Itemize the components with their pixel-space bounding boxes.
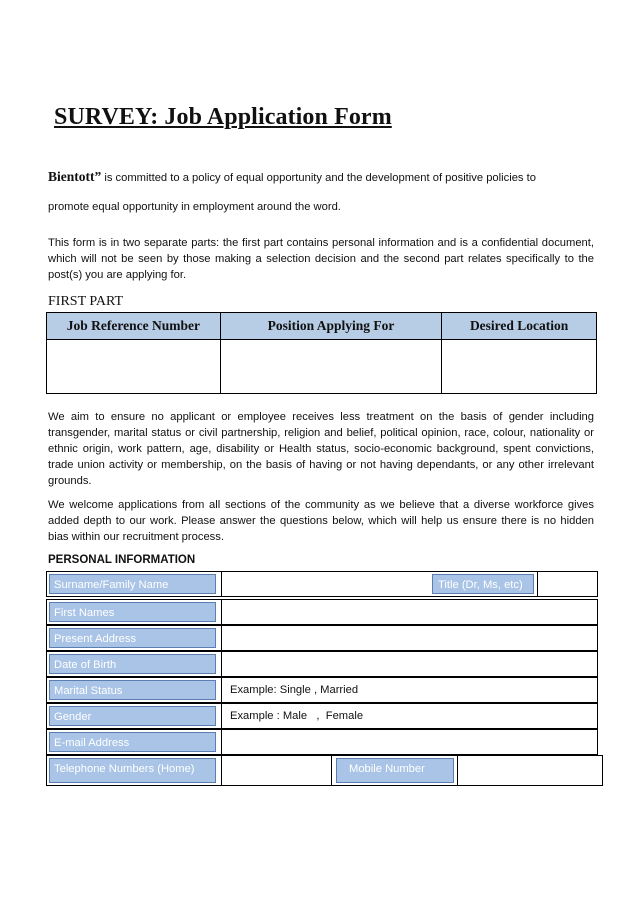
equality-statement: We aim to ensure no applicant or employee receives less treatment on the basis of gender including transgender, marital status or civil partnership, religion and belief, political opinion, race, colour, nationality or ethnic origin, work pattern, age, disability or Health status, socio-economic background, spent convictions, trade union activity or membership, on the basis of having or not having dependants, or any other irrelevant grounds. <box>48 411 594 487</box>
first-names-label: First Names <box>49 602 216 622</box>
job-table-header-row <box>47 313 597 340</box>
date-of-birth-label: Date of Birth <box>49 654 216 674</box>
intro-paragraph-1 <box>48 169 594 186</box>
gender-label: Gender <box>49 706 216 726</box>
position-applying-header: Position Applying For <box>220 313 442 340</box>
telephone-home-label: Telephone Numbers (Home) <box>49 758 216 783</box>
mobile-number-field[interactable] <box>458 756 603 785</box>
intro-text-1: is committed to a policy of equal opportunity and the development of positive policies to <box>101 172 536 184</box>
first-names-field[interactable] <box>221 600 598 624</box>
present-address-field[interactable] <box>221 626 598 650</box>
job-details-table <box>46 312 597 394</box>
job-reference-field[interactable] <box>47 340 221 394</box>
position-applying-field[interactable] <box>220 340 442 394</box>
gender-row <box>46 703 598 729</box>
welcome-statement: We welcome applications from all sections of the community as we believe that a diverse workforce gives added depth to our work. Please answer the questions below, which will help us ensure there is no hidden bias within our recruitment process. <box>48 499 594 543</box>
marital-status-field[interactable]: Example: Single , Married <box>221 678 598 702</box>
intro-paragraph-1-line-2: promote equal opportunity in employment around the word. <box>48 201 341 213</box>
title-label: Title (Dr, Ms, etc) <box>432 574 534 594</box>
personal-information-heading: PERSONAL INFORMATION <box>48 554 196 566</box>
email-field[interactable] <box>221 730 598 754</box>
desired-location-field[interactable] <box>442 340 597 394</box>
marital-status-label: Marital Status <box>49 680 216 700</box>
intro-paragraph-2: This form is in two separate parts: the first part contains personal information and is a confidential document, which will not be seen by those making a selection decision and the second part relates specifically to the post(s) you are applying for. <box>48 237 594 281</box>
telephone-home-field[interactable] <box>221 756 331 785</box>
surname-label: Surname/Family Name <box>49 574 216 594</box>
organisation-name: Bientott” <box>48 169 102 184</box>
present-address-row <box>46 625 598 651</box>
gender-field[interactable]: Example : Male , Female <box>221 704 598 728</box>
desired-location-header: Desired Location <box>442 313 597 340</box>
job-reference-header: Job Reference Number <box>47 313 221 340</box>
mobile-number-label: Mobile Number <box>336 758 454 783</box>
telephone-row <box>46 755 603 786</box>
date-of-birth-row <box>46 651 598 677</box>
first-names-row <box>46 599 598 625</box>
email-label: E-mail Address <box>49 732 216 752</box>
email-row <box>46 729 598 755</box>
marital-status-row <box>46 677 598 703</box>
surname-row <box>46 571 598 597</box>
present-address-label: Present Address <box>49 628 216 648</box>
title-field[interactable] <box>538 572 598 596</box>
first-part-heading: FIRST PART <box>48 294 124 309</box>
job-table-input-row <box>47 340 597 394</box>
date-of-birth-field[interactable] <box>221 652 598 676</box>
form-title: SURVEY: Job Application Form <box>54 104 392 130</box>
